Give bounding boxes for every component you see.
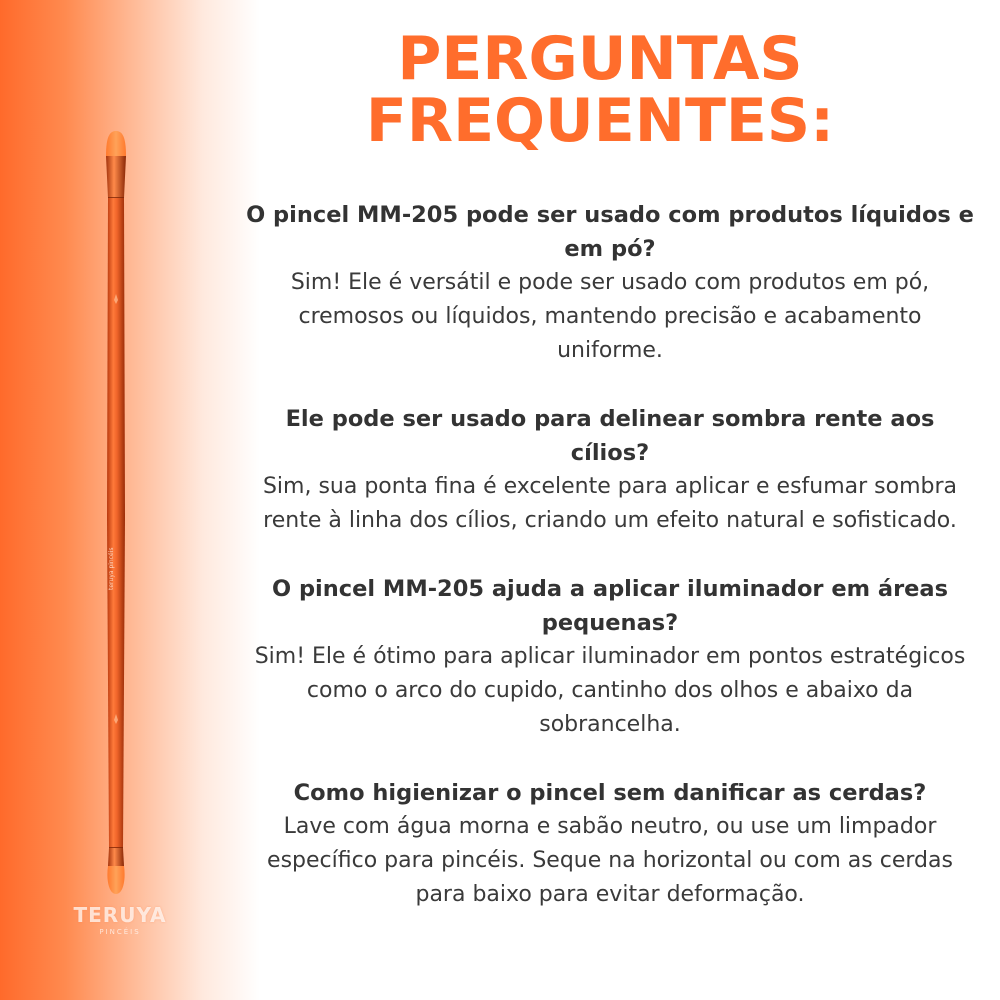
faq-question: O pincel MM-205 ajuda a aplicar iluminador em áreas pequenas? [271, 576, 949, 636]
faq-item [245, 198, 975, 368]
faq-question: Ele pode ser usado para delinear sombra rente aos cílios? [285, 406, 935, 466]
faq-item [245, 776, 975, 912]
logo-sub-text: PINCÉIS [99, 928, 141, 936]
faq-answer: Sim! Ele é versátil e pode ser usado com produtos em pó, cremosos ou líquidos, mantendo precisão e acabamento uniforme. [290, 270, 930, 363]
faq-question: O pincel MM-205 pode ser usado com produtos líquidos e em pó? [246, 202, 974, 262]
brand-watermark-logo [72, 903, 168, 953]
faq-question: Como higienizar o pincel sem danificar as cerdas? [293, 780, 927, 806]
faq-answer: Lave com água morna e sabão neutro, ou use um limpador específico para pincéis. Seque na horizontal ou com as cerdas para baixo para evitar deformação. [267, 814, 953, 907]
faq-answer: Sim, sua ponta fina é excelente para aplicar e esfumar sombra rente à linha dos cílios, criando um efeito natural e sofisticado. [262, 474, 958, 533]
faq-list [245, 198, 975, 946]
page-title [330, 24, 870, 156]
logo-main-text: TERUYA [73, 903, 167, 927]
title-line-1: PERGUNTAS [397, 24, 803, 94]
faq-item [245, 402, 975, 538]
faq-answer: Sim! Ele é ótimo para aplicar iluminador em pontos estratégicos como o arco do cupido, cantinho dos olhos e abaixo da sobrancelha. [254, 644, 966, 737]
faq-item [245, 572, 975, 742]
makeup-brush-image [96, 128, 136, 898]
brush-engraving: teruya pincéis [108, 547, 115, 590]
title-line-2: FREQUENTES: [365, 86, 835, 156]
